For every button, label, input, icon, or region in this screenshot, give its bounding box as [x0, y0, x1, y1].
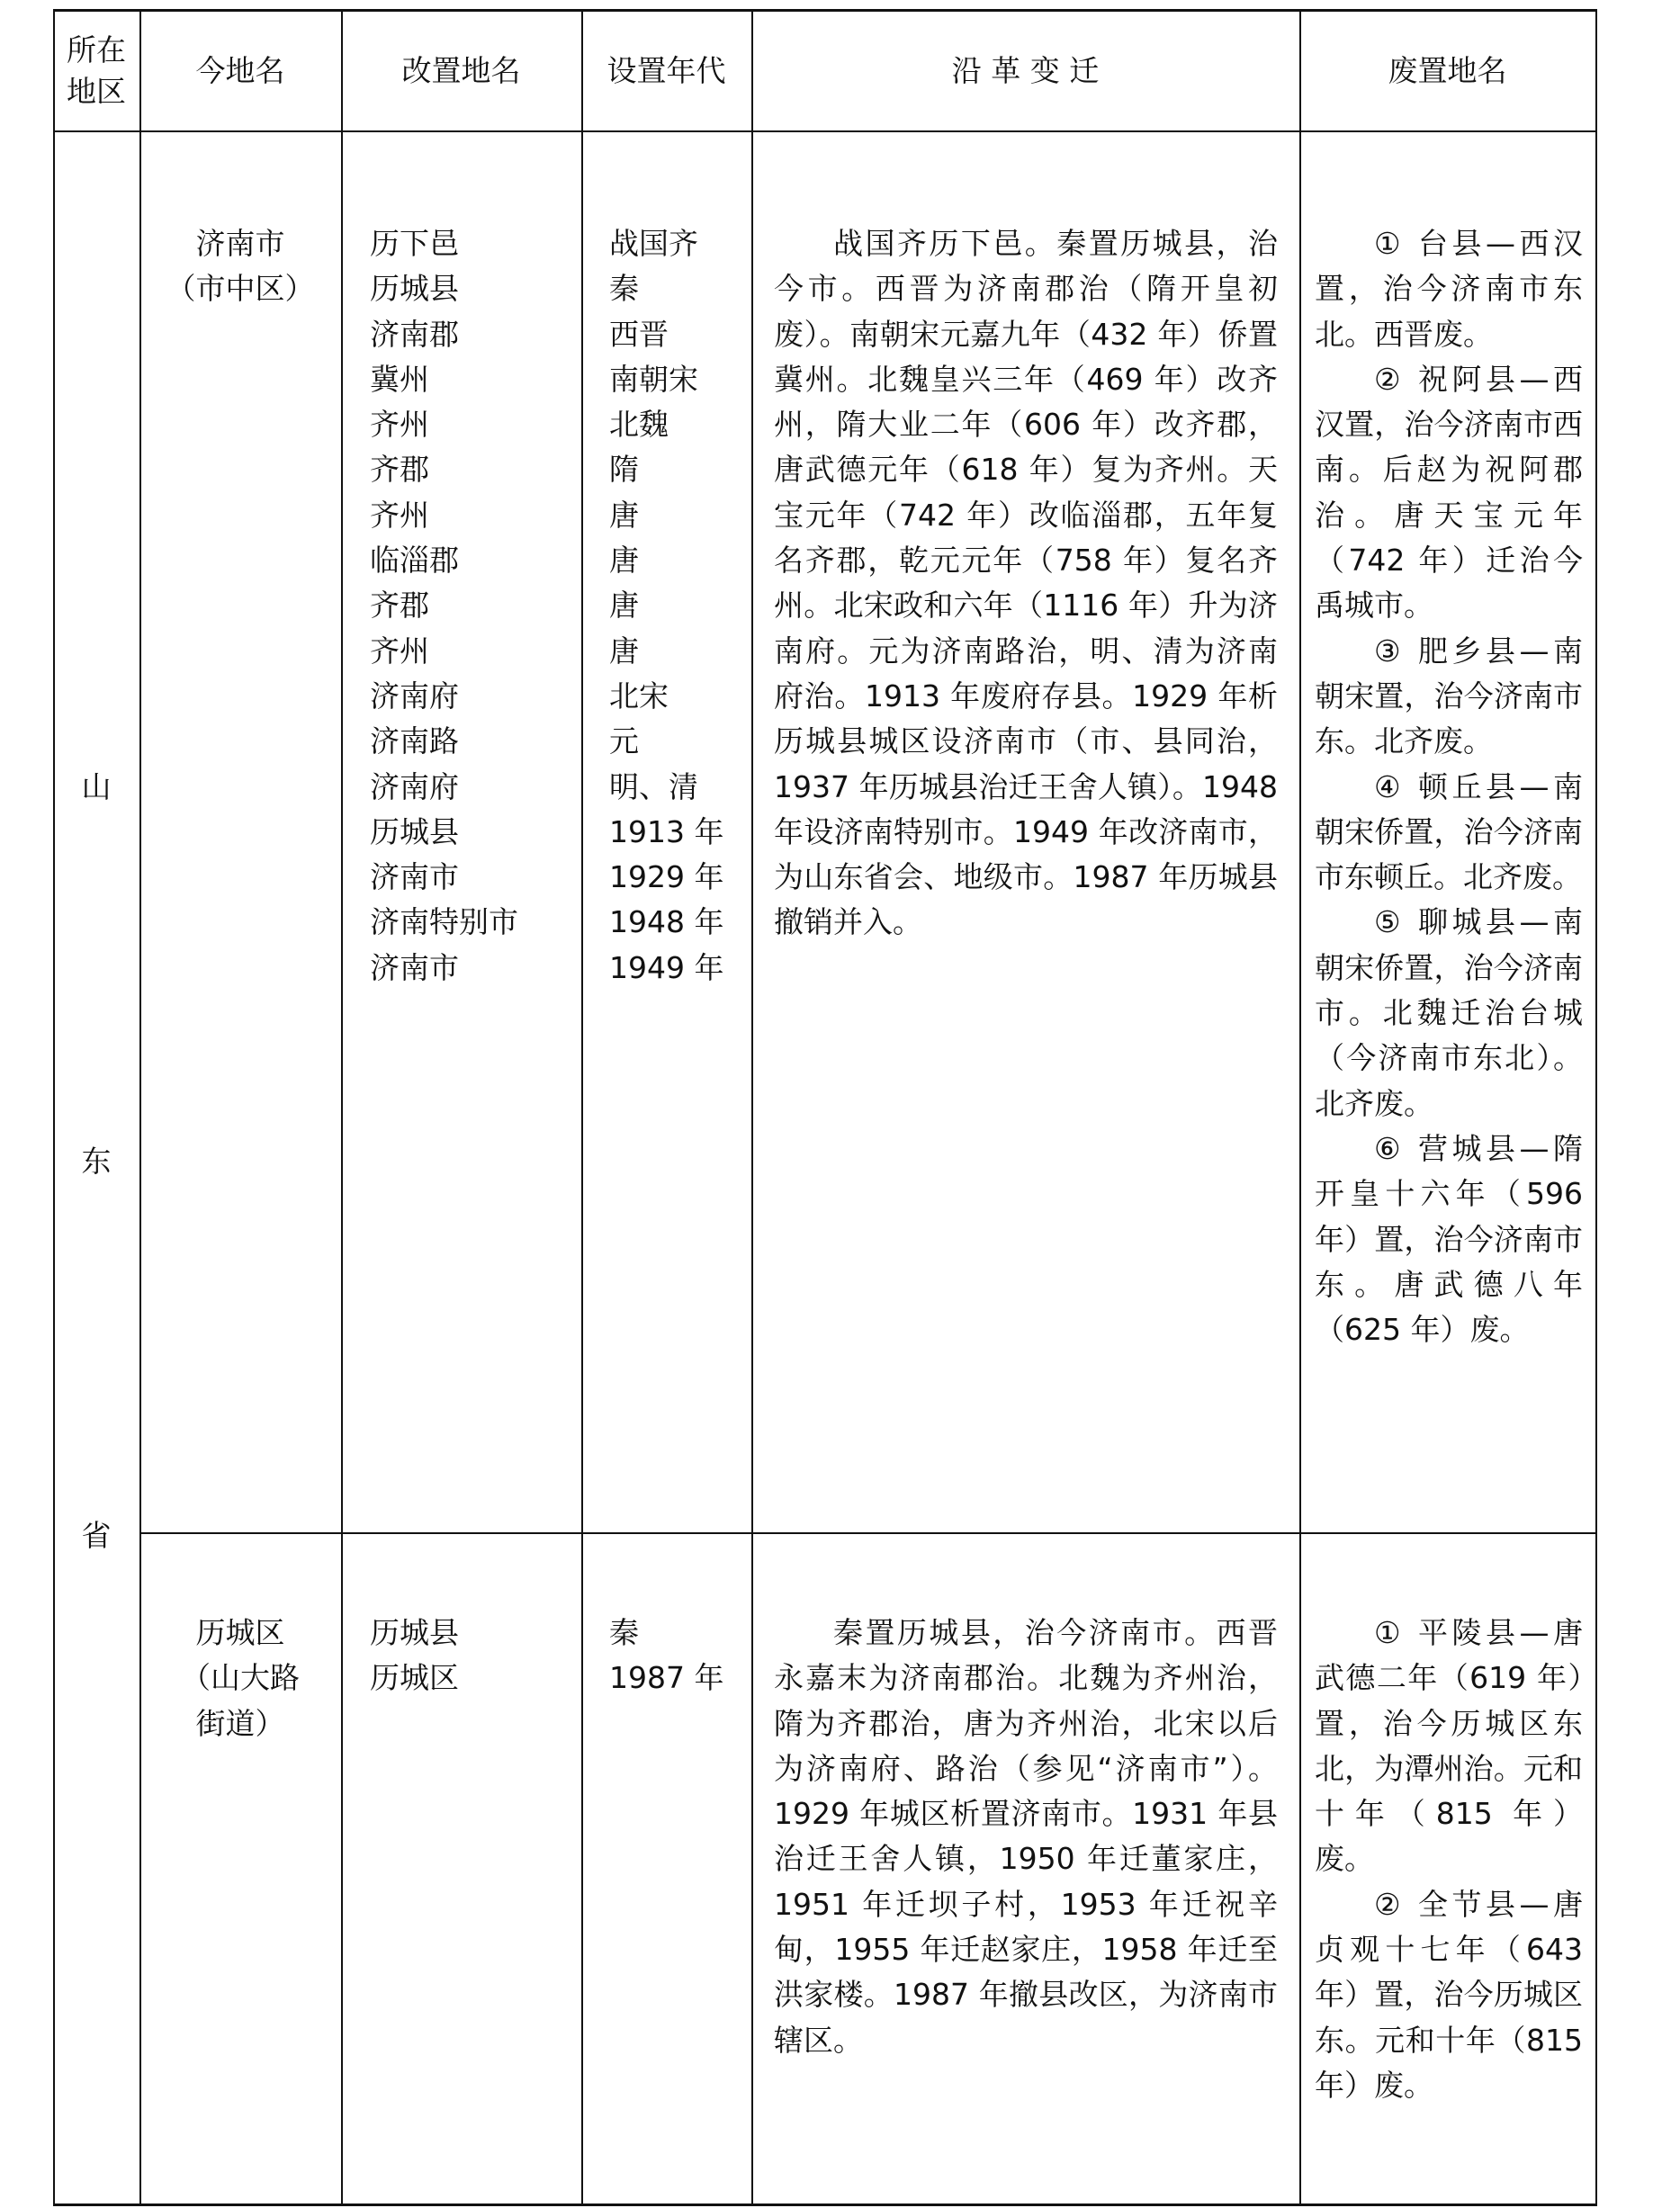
abolished-entry: ① 平陵县—唐武德二年（619 年）置，治今历城区东北，为潭州治。元和十年（815 年）废。 [1315, 1615, 1583, 1877]
row1-period-list [609, 221, 749, 991]
row2-renamed-list [370, 1611, 577, 1701]
current-name-line: （市中区） [166, 271, 315, 307]
header-renamed [341, 12, 581, 130]
current-name-line: 历城区 [195, 1615, 285, 1650]
period-item: 唐 [609, 543, 639, 579]
column-divider [581, 12, 583, 2204]
abolished-entry: ⑤ 聊城县—南朝宋侨置，治今济南市。北魏迁治台城（今济南市东北）。北齐废。 [1315, 904, 1583, 1121]
period-item: 1949 年 [609, 949, 724, 985]
header-region-label: 所在地区 [67, 32, 126, 109]
row-divider [139, 1532, 1597, 1534]
header-abolished-label: 废置地名 [1388, 53, 1507, 88]
current-name-line: 济南市 [195, 226, 285, 261]
row1-abolished-list [1315, 221, 1583, 1352]
row2-abolished-list [1315, 1611, 1583, 2108]
province-char: 东 [81, 1144, 112, 1179]
renamed-item: 历城县 [370, 271, 459, 307]
column-divider [139, 12, 141, 2204]
row2-period-list [609, 1611, 749, 1701]
period-item: 北宋 [609, 678, 669, 714]
renamed-item: 齐郡 [370, 588, 429, 624]
renamed-item: 济南市 [370, 949, 459, 985]
period-item: 西晋 [609, 316, 669, 352]
period-item: 秦 [609, 1615, 639, 1650]
header-abolished [1299, 12, 1595, 130]
header-history [751, 12, 1299, 130]
period-item: 隋 [609, 452, 639, 488]
renamed-item: 历城县 [370, 1615, 459, 1650]
header-current-name [139, 12, 341, 130]
period-item: 南朝宋 [609, 361, 698, 397]
current-name-line: 街道） [195, 1705, 285, 1741]
table-border-right [1595, 12, 1597, 2204]
header-current-name-label: 今地名 [195, 53, 285, 88]
row1-renamed-list [370, 221, 577, 991]
abolished-entry: ② 全节县—唐贞观十七年（643 年）置，治今历城区东。元和十年（815 年）废。 [1315, 1886, 1583, 2103]
history-text: 秦置历城县，治今济南市。西晋永嘉末为济南郡治。北魏为齐州治，隋为齐郡治，唐为齐州治，北宋以后为济南府、路治（参见“济南市”）。1929 年城区析置济南市。1931 年县治迁王舍人镇，1950 年迁董家庄，1951 年迁坝子村，1953 年迁祝辛甸，1955 年迁赵家庄，1958 年迁至洪家楼。1987 年撤县改区，为济南市辖区。 [774, 1615, 1278, 2058]
abolished-entry: ② 祝阿县—西汉置，治今济南市西南。后赵为祝阿郡治。唐天宝元年（742 年）迁治今禹城市。 [1315, 361, 1583, 624]
renamed-item: 临淄郡 [370, 543, 459, 579]
header-period-label: 设置年代 [606, 53, 726, 88]
row1-current-name [139, 221, 341, 312]
period-item: 唐 [609, 588, 639, 624]
header-divider [53, 130, 1597, 132]
header-region [53, 12, 139, 130]
renamed-item: 历下邑 [370, 226, 459, 261]
province-char: 省 [81, 1518, 112, 1553]
renamed-item: 历城区 [370, 1660, 459, 1696]
renamed-item: 济南府 [370, 678, 459, 714]
row1-history [774, 221, 1278, 946]
column-divider [1299, 12, 1301, 2204]
table-border-left [53, 12, 55, 2204]
abolished-entry: ① 台县—西汉置，治今济南市东北。西晋废。 [1315, 226, 1583, 352]
period-item: 1929 年 [609, 859, 724, 895]
header-period [581, 12, 751, 130]
header-renamed-label: 改置地名 [401, 53, 521, 88]
current-name-line: （山大路 [181, 1660, 300, 1696]
abolished-entry: ④ 顿丘县—南朝宋侨置，治今济南市东顿丘。北齐废。 [1315, 768, 1583, 895]
period-item: 北魏 [609, 407, 669, 443]
gazetteer-table [53, 9, 1597, 2206]
column-divider [341, 12, 343, 2204]
renamed-item: 齐州 [370, 407, 429, 443]
renamed-item: 历城县 [370, 813, 459, 849]
period-item: 唐 [609, 633, 639, 669]
renamed-item: 济南路 [370, 723, 459, 759]
column-divider [751, 12, 753, 2204]
renamed-item: 济南郡 [370, 316, 459, 352]
period-item: 战国齐 [609, 226, 698, 261]
period-item: 1913 年 [609, 813, 724, 849]
period-item: 1987 年 [609, 1660, 724, 1696]
province-char: 山 [81, 769, 112, 804]
period-item: 明、清 [609, 768, 698, 804]
row2-current-name [139, 1611, 341, 1746]
history-text: 战国齐历下邑。秦置历城县，治今市。西晋为济南郡治（隋开皇初废）。南朝宋元嘉九年（432 年）侨置冀州。北魏皇兴三年（469 年）改齐州，隋大业二年（606 年）改齐郡，唐武德元年（618 年）复为齐州。天宝元年（742 年）改临淄郡，五年复名齐郡，乾元元年（758 年）复名齐州。北宋政和六年（1116 年）升为济南府。元为济南路治，明、清为济南府治。1913 年废府存县。1929 年析历城县城区设济南市（市、县同治，1937 年历城县治迁王舍人镇）。1948 年设济南特别市。1949 年改济南市，为山东省会、地级市。1987 年历城县撤销并入。 [774, 226, 1278, 940]
renamed-item: 济南府 [370, 768, 459, 804]
period-item: 秦 [609, 271, 639, 307]
renamed-item: 齐州 [370, 497, 429, 533]
period-item: 元 [609, 723, 639, 759]
period-item: 唐 [609, 497, 639, 533]
header-history-label: 沿 革 变 迁 [951, 53, 1100, 88]
renamed-item: 冀州 [370, 361, 429, 397]
renamed-item: 齐郡 [370, 452, 429, 488]
abolished-entry: ③ 肥乡县—南朝宋置，治今济南市东。北齐废。 [1315, 633, 1583, 759]
period-item: 1948 年 [609, 904, 724, 940]
renamed-item: 齐州 [370, 633, 429, 669]
renamed-item: 济南特别市 [370, 904, 518, 940]
row2-history [774, 1611, 1278, 2063]
renamed-item: 济南市 [370, 859, 459, 895]
abolished-entry: ⑥ 营城县—隋开皇十六年（596 年）置，治今济南市东。唐武德八年（625 年）废。 [1315, 1130, 1583, 1348]
